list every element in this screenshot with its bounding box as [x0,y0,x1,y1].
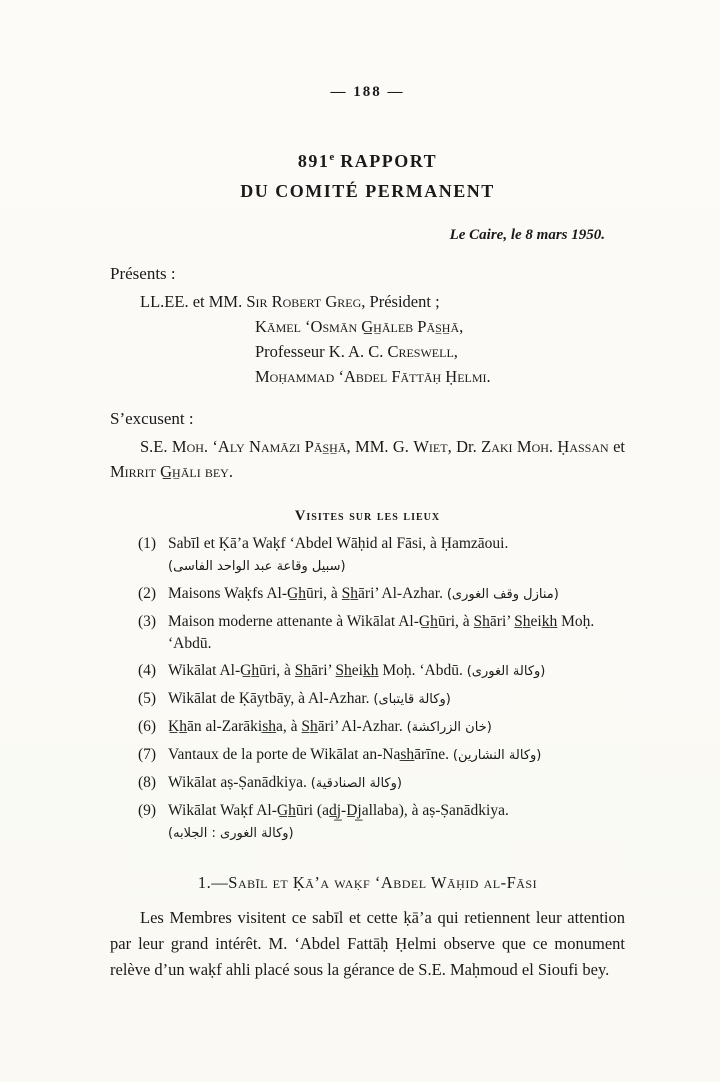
item-arabic-line [110,822,625,845]
report-title-line1 [110,151,625,172]
item-arabic-line [110,555,625,578]
section-heading: 1.—Sabīl et Ḳā’a waḳf ‘Abdel Wāḥid al-Fāsi [197,873,538,892]
item-text: Wikālat de Ḳāytbāy, à Al-Azhar. [168,690,374,707]
item-number: (5) [138,690,157,707]
presents-list [140,289,625,389]
presents-line [140,339,625,364]
list-item [110,772,625,795]
report-number-ordinal: e [329,151,335,163]
item-number: (8) [138,774,157,791]
visits-heading: Visites sur les lieux [294,508,441,524]
report-title-line2: DU COMITÉ PERMANENT [240,181,495,201]
list-item [110,583,625,606]
text-segment: Kāmel ‘Osmān G̲h̲āleb Pās̲h̲ā, [255,317,464,336]
text-segment: . [228,462,233,481]
list-item [110,611,625,655]
item-arabic-text: (سبيل وقاعة عبد الواحد الفاسى) [168,559,346,574]
item-text: Wikālat Al-G̲h̲ūri, à S̲h̲āri’ S̲h̲eik̲h̲ Moḥ. ‘Abdū. [168,662,467,679]
item-text: Sabīl et Ḳā’a Waḳf ‘Abdel Wāḥid al Fāsi, à Ḥamzāoui. [168,535,509,552]
text-segment: Moh. ‘Aly Namāzi Pās̲h̲ā [171,437,347,456]
text-segment: Moḥammad ‘Abdel Fāttāḥ Ḥelmi. [255,367,491,386]
text-segment: , Dr. [447,437,482,456]
presents-line [140,364,625,389]
item-text: Maison moderne attenante à Wikālat Al-G̲h̲ūri, à S̲h̲āri’ S̲h̲eik̲h̲ Moḥ. ‘Abdū. [168,613,595,652]
item-text: Wikālat Waḳf Al-G̲h̲ūri (ad̲j̲-D̲j̲allaba), à aṣ-Ṣanādkiya. [168,802,509,819]
item-text: Vantaux de la porte de Wikālat an-Nas̲h̲ārīne. [168,746,453,763]
list-item [110,533,625,555]
list-item [110,800,625,822]
report-number: 891 [297,151,330,171]
list-item [110,688,625,711]
presents-line [140,289,625,314]
report-title-word: RAPPORT [334,151,438,171]
text-segment: , [453,342,458,361]
presents-label: Présents : [110,264,176,283]
dateline: Le Caire, le 8 mars 1950. [449,227,605,243]
item-arabic-text: (وكالة النشارين) [452,748,542,763]
item-text: K̲h̲ān al-Zarākis̲h̲a, à S̲h̲āri’ Al-Azhar. [168,718,407,735]
presents-line [140,314,625,339]
list-item [110,660,625,683]
item-text: Wikālat aṣ-Ṣanādkiya. [168,774,311,791]
item-arabic-text: (وكالة الغورى : الجلابه) [168,826,294,841]
text-segment: Professeur K. A. C. [255,342,388,361]
visits-list [110,533,625,845]
item-number: (3) [138,613,157,630]
item-number: (1) [138,535,157,552]
item-number: (6) [138,718,157,735]
item-text: Maisons Waḳfs Al-G̲h̲ūri, à S̲h̲āri’ Al-Azhar. [168,585,447,602]
text-segment: et [608,437,626,456]
text-segment: Zaki Moh. Ḥassan [481,437,609,456]
text-segment: Mirrit G̲h̲āli bey [110,462,229,481]
text-segment: Creswell [387,342,454,361]
page-number: — 188 — [330,84,405,100]
text-segment: Sir Robert Greg [246,292,362,311]
item-arabic-text: (وكالة قايتباى) [373,692,451,707]
item-number: (4) [138,662,157,679]
excuses-text [110,434,625,484]
text-segment: S.E. [140,437,172,456]
item-number: (7) [138,746,157,763]
text-segment: , Président ; [361,292,440,311]
item-arabic-text: (وكالة الصنادقية) [310,776,402,791]
item-arabic-text: (خان الزراكشة) [406,720,492,735]
text-segment: , MM. G. [346,437,414,456]
item-arabic-text: (وكالة الغورى) [466,664,546,679]
item-number: (2) [138,585,157,602]
item-number: (9) [138,802,157,819]
excuses-label: S’excusent : [110,409,194,428]
list-item [110,744,625,767]
text-segment: LL.EE. et MM. [140,292,247,311]
text-segment: Wiet [413,437,448,456]
list-item [110,716,625,739]
section-paragraph: Les Membres visitent ce sabīl et cette ḳā’a qui retiennent leur attention par leur grand intérêt. M. ‘Abdel Fattāḥ Ḥelmi observe que ce monument relève d’un waḳf ahli placé sous la gérance de S.E. Maḥmoud el Sioufi bey. [110,908,625,979]
item-arabic-text: (منازل وقف الغورى) [446,587,559,602]
